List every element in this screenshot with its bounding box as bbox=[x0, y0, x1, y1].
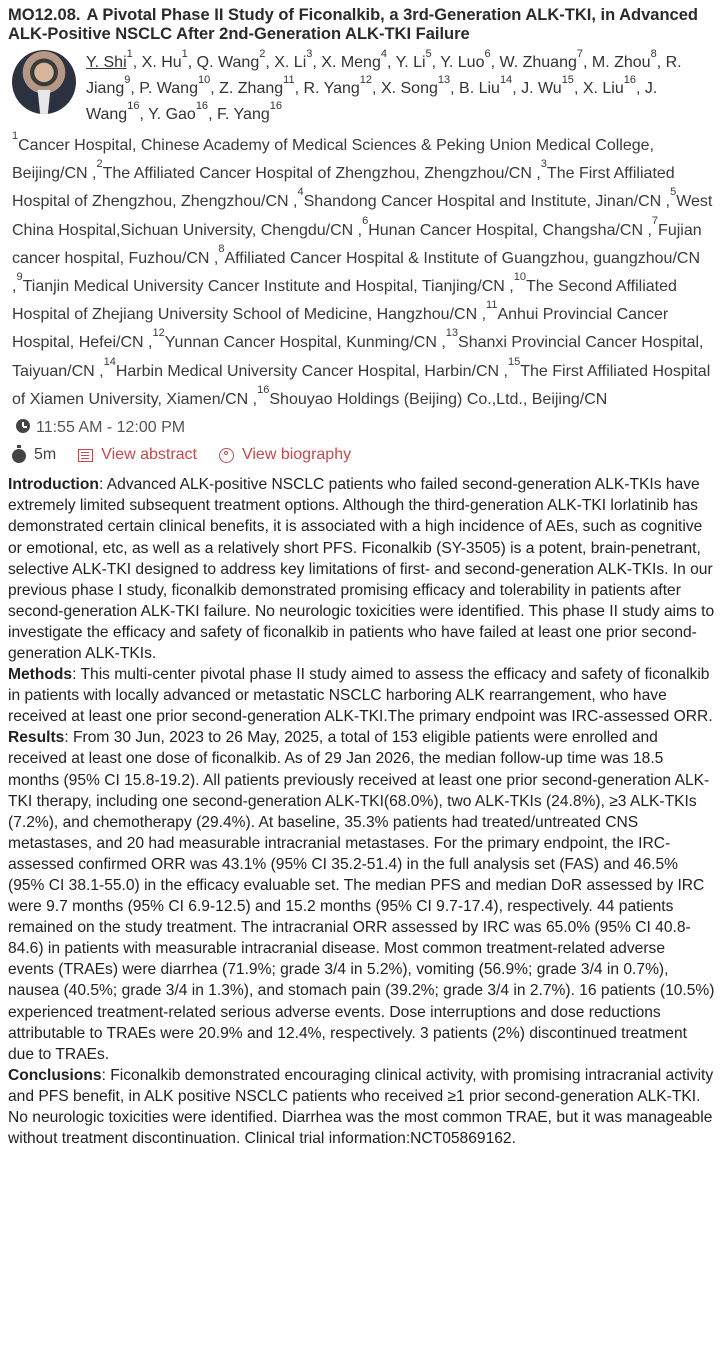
author bbox=[459, 74, 513, 97]
session-meta bbox=[12, 444, 715, 466]
results-section bbox=[8, 727, 715, 1065]
session-title bbox=[8, 4, 715, 44]
author-name: X. Song bbox=[380, 80, 438, 97]
section-label: Results bbox=[8, 729, 65, 747]
affiliation-number: 2 bbox=[96, 158, 103, 171]
affiliation-text: Harbin Medical University Cancer Hospital, Harbin/CN bbox=[115, 362, 500, 380]
author bbox=[395, 48, 432, 71]
author bbox=[591, 48, 657, 71]
session-code: MO12.08. bbox=[8, 6, 81, 24]
author-affiliation-number: 2 bbox=[259, 48, 266, 60]
affiliation-text: Tianjin Medical University Cancer Institute and Hospital, Tianjing/CN bbox=[22, 278, 505, 296]
author-affiliation-number: 16 bbox=[623, 74, 636, 86]
methods-section bbox=[8, 664, 715, 727]
abstract-body bbox=[8, 474, 715, 1149]
author-name: X. Meng bbox=[321, 54, 381, 71]
author-affiliation-number: 16 bbox=[195, 100, 209, 112]
author bbox=[219, 74, 295, 97]
author-name: R. Jiang bbox=[86, 54, 682, 97]
affiliation-list: $^1$Cancer Hospital, Chinese Academy of Medical Sciences & Peking Union Medical College, Beijing/CN ,$^2$The Affiliated Cancer Hospital of Zhengzhou, Zhengzhou/CN ,$^3$The First Affiliated Hospital of Zhengzhou, Zhengzhou/CN ,$^4$Shandong Cancer Hospital and Institute, Jinan/CN ,$^5$West China Hospital,Sichuan University, Chengdu/CN ,$^6$Hunan Cancer Hospital, Changsha/CN ,$^7$Fujian cancer hospital, Fuzhou/CN ,$^8$Affiliated Cancer Hospital & Institute of Guangzhou, guangzhou/CN ,$^9$Tianjin Medical University Cancer Institute and Hospital, Tianjing/CN ,$^{10}$The Second Affiliated Hospital of Zhejiang University School of Medicine, Hangzhou/CN ,$^{11}$Anhui Provincial Cancer Hospital, Hefei/CN ,$^{12}$Yunnan Cancer Hospital, Kunming/CN ,$^{13}$Shanxi Provincial Cancer Hospital, Taiyuan/CN ,$^{14}$Harbin Medical University Cancer Hospital, Harbin/CN ,$^{15}$The First Affiliated Hospital of Xiamen University, Xiamen/CN ,$^{16}$Shouyao Holdings (Beijing) Co.,Ltd., Beijing/CN11:55 AM - 12:00 PM bbox=[12, 130, 713, 437]
author-affiliation-number: 4 bbox=[380, 48, 387, 60]
author bbox=[274, 48, 313, 71]
authors-row bbox=[8, 50, 715, 128]
author-name: M. Zhou bbox=[591, 54, 651, 71]
author-affiliation-number: 9 bbox=[124, 74, 131, 86]
author-name: P. Wang bbox=[139, 80, 198, 97]
view-biography-label: View biography bbox=[241, 446, 352, 464]
author bbox=[139, 74, 211, 97]
affiliation-text: Shouyao Holdings (Beijing) Co.,Ltd., Beijing/CN bbox=[269, 390, 608, 408]
affiliation-text: Anhui Provincial Cancer Hospital, Hefei/CN bbox=[12, 306, 669, 352]
author-affiliation-number: 8 bbox=[650, 48, 657, 60]
affiliation-text: The Affiliated Cancer Hospital of Zhengzhou, Zhengzhou/CN bbox=[102, 165, 532, 183]
author-affiliation-number: 1 bbox=[181, 48, 188, 60]
section-text: : This multi-center pivotal phase II study aimed to assess the efficacy and safety of ficonalkib in patients with locally advanced or metastatic NSCLC harboring ALK rearrangement, who have received at least one prior second-generation ALK-TKI.The primary endpoint was IRC-assessed ORR. bbox=[8, 666, 713, 726]
author-affiliation-number: 3 bbox=[306, 48, 313, 60]
author bbox=[582, 74, 636, 97]
author bbox=[321, 48, 387, 71]
author-affiliation-number: 12 bbox=[359, 74, 373, 86]
author-name: J. Wu bbox=[521, 80, 562, 97]
author bbox=[380, 74, 451, 97]
affiliation bbox=[218, 242, 700, 267]
author-name: Y. Li bbox=[395, 54, 426, 71]
affiliation-text: Fujian cancer hospital, Fuzhou/CN bbox=[12, 221, 702, 267]
view-abstract-link[interactable] bbox=[78, 444, 197, 466]
author-name: X. Li bbox=[274, 54, 307, 71]
view-biography-link[interactable] bbox=[219, 444, 351, 466]
affiliation-number: 8 bbox=[218, 242, 225, 255]
affiliation-number: 13 bbox=[445, 327, 459, 340]
author bbox=[148, 100, 209, 123]
author-name: W. Zhuang bbox=[499, 54, 577, 71]
affiliation-number: 16 bbox=[257, 383, 270, 396]
author-name: X. Liu bbox=[582, 80, 624, 97]
session-time bbox=[12, 419, 185, 436]
author-affiliation-number: 10 bbox=[197, 74, 211, 86]
affiliation-text: Shanxi Provincial Cancer Hospital, Taiyuan/CN bbox=[12, 334, 704, 380]
affiliation-number: 6 bbox=[362, 214, 369, 227]
author-affiliation-number: 16 bbox=[127, 100, 140, 112]
affiliation-number: 3 bbox=[540, 158, 547, 171]
author bbox=[196, 48, 266, 71]
affiliation-number: 7 bbox=[651, 214, 659, 227]
affiliation bbox=[96, 158, 532, 183]
author-affiliation-number: 5 bbox=[425, 48, 432, 60]
affiliation-text: Cancer Hospital, Chinese Academy of Medical Sciences & Peking Union Medical College, Beijing/CN bbox=[12, 137, 654, 183]
stopwatch-icon bbox=[12, 449, 26, 463]
affiliation-text: Yunnan Cancer Hospital, Kunming/CN bbox=[164, 334, 437, 352]
affiliation-number: 1 bbox=[12, 130, 19, 142]
affiliation-number: 15 bbox=[507, 355, 521, 368]
author-affiliation-number: 15 bbox=[561, 74, 574, 86]
author bbox=[303, 74, 373, 97]
author-name: Y. Luo bbox=[440, 54, 485, 71]
person-icon bbox=[219, 448, 234, 463]
affiliation-text: The First Affiliated Hospital of Zhengzhou, Zhengzhou/CN bbox=[12, 165, 675, 211]
author-name[interactable]: Y. Shi bbox=[86, 54, 127, 71]
duration: 5m bbox=[34, 446, 57, 464]
affiliation-number: 9 bbox=[16, 271, 23, 284]
affiliation-text: The First Affiliated Hospital of Xiamen University, Xiamen/CN bbox=[12, 362, 711, 408]
author-affiliation-number: 11 bbox=[283, 74, 295, 86]
affiliation-number: 11 bbox=[486, 299, 498, 312]
section-text: : Ficonalkib demonstrated encouraging clinical activity, with promising intracranial activity and PFS benefit, in ALK positive NSCLC patients who received ≥1 prior second-generation ALK-TKI. No neurologic toxicities were identified. Diarrhea was the most common TRAE, but it was manageable without treatment discontinuation. Clinical trial information:NCT05869162. bbox=[8, 1066, 714, 1148]
author-affiliation-number: 1 bbox=[126, 48, 133, 60]
author-name: J. Wang bbox=[86, 80, 658, 123]
affiliation bbox=[257, 383, 608, 408]
conclusions-section bbox=[8, 1065, 715, 1149]
author-name: Y. Gao bbox=[148, 106, 196, 123]
author bbox=[521, 74, 574, 97]
author-name: Z. Zhang bbox=[219, 80, 284, 97]
affiliation-number: 14 bbox=[103, 355, 116, 368]
affiliation-number: 10 bbox=[513, 271, 526, 284]
author bbox=[440, 48, 491, 71]
author-affiliation-number: 6 bbox=[484, 48, 491, 60]
view-abstract-label: View abstract bbox=[101, 446, 197, 464]
affiliation-text: Hunan Cancer Hospital, Changsha/CN bbox=[368, 221, 644, 239]
author-name: B. Liu bbox=[459, 80, 500, 97]
section-text: : From 30 Jun, 2023 to 26 May, 2025, a total of 153 eligible patients were enrolled and received at least one dose of ficonalkib. As of 29 Jan 2026, the median follow-up time was 18.5 months (95% CI 15.8-19.2). All patients previously received at least one prior second-generation ALK-TKI therapy, including one second-generation ALK-TKI(68.0%), two ALK-TKIs (24.8%), ≥3 ALK-TKIs (7.2%), and chemotherapy (29.4%). At baseline, 35.3% patients had treated/untreated CNS metastases, and 20 had measurable intracranial metastases. For the primary endpoint, the IRC-assessed confirmed ORR was 43.1% (95% CI 35.2-51.4) in the full analysis set (FAS) and 46.5% (95% CI 38.1-55.0) in the efficacy evaluable set. The median PFS and median DoR assessed by IRC were 9.7 months (95% CI 6.9-12.5) and 15.2 months (95% CI 9.7-17.4), respectively. 44 patients remained on the study treatment. The intracranial ORR assessed by IRC was 65.0% (95% CI 40.8-84.6) in patients with measurable intracranial disease. Most common treatment-related adverse events (TRAEs) were diarrhea (71.9%; grade 3/4 in 5.2%), vomiting (56.9%; grade 3/4 in 0.7%), nausea (40.5%; grade 3/4 in 1.3%), and stomach pain (39.2%; grade 3/4 in 2.7%). 16 patients (10.5%) experienced treatment-related serious adverse events. Dose interruptions and dose reductions attributable to TRAEs were 20.9% and 12.4%, respectively. 3 patients (2%) discontinued treatment due to TRAEs. bbox=[8, 729, 715, 1063]
section-label: Methods bbox=[8, 666, 73, 684]
affiliation bbox=[103, 355, 500, 380]
author-name: F. Yang bbox=[216, 106, 270, 123]
affiliation bbox=[297, 186, 662, 211]
author bbox=[141, 48, 188, 71]
section-label: Introduction bbox=[8, 476, 99, 494]
affiliation-text: Affiliated Cancer Hospital & Institute of Guangzhou, guangzhou/CN bbox=[224, 249, 700, 267]
author bbox=[216, 100, 282, 123]
document-icon bbox=[78, 449, 93, 462]
affiliation-text: The Second Affiliated Hospital of Zhejiang University School of Medicine, Hangzhou/CN bbox=[12, 278, 677, 324]
author-name: Q. Wang bbox=[196, 54, 260, 71]
author-name: R. Yang bbox=[303, 80, 360, 97]
affiliation-number: 4 bbox=[297, 186, 304, 199]
time-range: 11:55 AM - 12:00 PM bbox=[36, 419, 186, 437]
clock-icon bbox=[16, 419, 30, 433]
affiliation bbox=[16, 271, 505, 296]
section-text: : Advanced ALK-positive NSCLC patients who failed second-generation ALK-TKIs have extremely limited subsequent treatment options. Although the third-generation ALK-TKI lorlatinib has demonstrated certain clinical benefits, it is associated with a high incidence of AEs, such as cognitive or emotional, etc, as well as a relatively short PFS. Ficonalkib (SY-3505) is a potent, brain-penetrant, selective ALK-TKI designed to address key limitations of first- and second-generation ALK-TKIs. In our previous phase I study, ficonalkib demonstrated promising efficacy and tolerability in patients after second-generation ALK-TKI failure. No neurologic toxicities were identified. This phase II study aims to investigate the efficacy and safety of ficonalkib in patients who have failed at least one prior second-generation ALK-TKIs. bbox=[8, 476, 715, 662]
author bbox=[86, 48, 133, 71]
session-title-text: A Pivotal Phase II Study of Ficonalkib, a 3rd-Generation ALK-TKI, in Advanced ALK-Positive NSCLC After 2nd-Generation ALK-TKI Failure bbox=[8, 6, 698, 43]
affiliation-text: West China Hospital,Sichuan University, Chengdu/CN bbox=[12, 193, 713, 239]
affiliation bbox=[152, 327, 437, 352]
author-list: Y. Shi$^1$, X. Hu$^1$, Q. Wang$^2$, X. Li$^3$, X. Meng$^4$, Y. Li$^5$, Y. Luo$^6$, W. Zhuang$^7$, M. Zhou$^8$, R. Jiang$^9$, P. Wang$^{10}$, Z. Zhang$^{11}$, R. Yang$^{12}$, X. Song$^{13}$, B. Liu$^{14}$, J. Wu$^{15}$, X. Liu$^{16}$, J. Wang$^{16}$, Y. Gao$^{16}$, F. Yang$^{16}$ bbox=[86, 48, 682, 123]
section-label: Conclusions bbox=[8, 1066, 102, 1084]
author-affiliation-number: 7 bbox=[576, 48, 583, 60]
author bbox=[499, 48, 584, 71]
author-affiliation-number: 16 bbox=[269, 100, 282, 112]
author-affiliation-number: 13 bbox=[437, 74, 451, 86]
affiliation-number: 5 bbox=[670, 186, 677, 199]
author-affiliation-number: 14 bbox=[499, 74, 513, 86]
author-name: X. Hu bbox=[141, 54, 182, 71]
affiliation bbox=[362, 214, 644, 239]
avatar bbox=[12, 50, 76, 114]
affiliation-number: 12 bbox=[152, 327, 165, 340]
affiliation-text: Shandong Cancer Hospital and Institute, Jinan/CN bbox=[303, 193, 662, 211]
introduction-section bbox=[8, 474, 715, 664]
